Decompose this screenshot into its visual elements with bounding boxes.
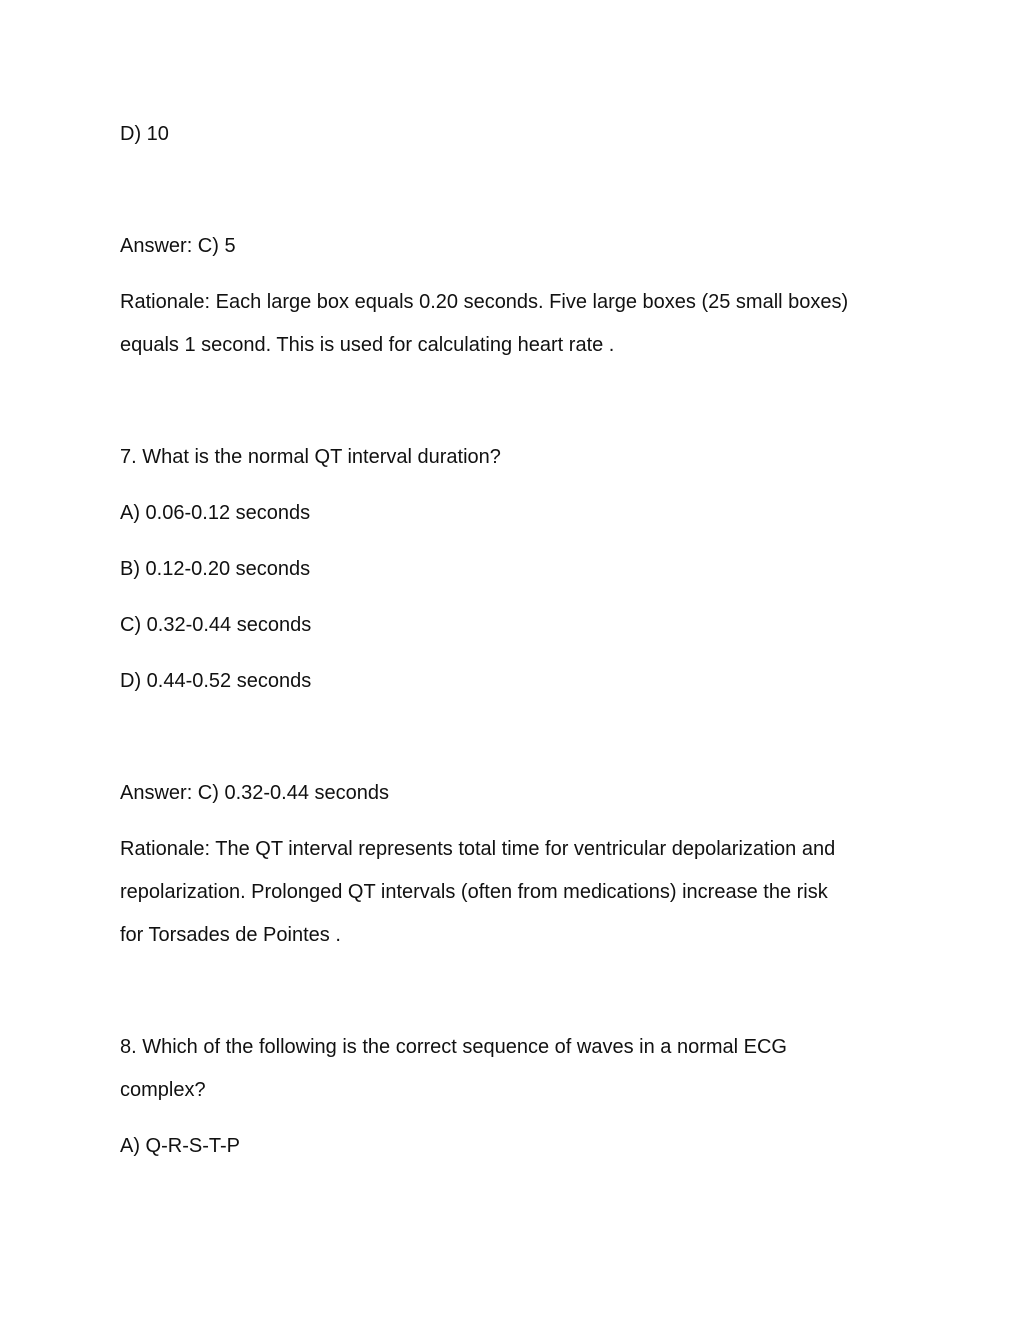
q6-option-d: D) 10 bbox=[120, 123, 169, 145]
q7-option-d: D) 0.44-0.52 seconds bbox=[120, 670, 312, 692]
q6-answer: Answer: C) 5 bbox=[120, 235, 236, 257]
q8-option-a: A) Q-R-S-T-P bbox=[120, 1135, 240, 1157]
q7-option-b: B) 0.12-0.20 seconds bbox=[120, 558, 311, 580]
q7-rationale-line-1: Rationale: The QT interval represents total time for ventricular depolarization and bbox=[120, 838, 836, 860]
q7-option-a: A) 0.06-0.12 seconds bbox=[120, 502, 311, 524]
q7-option-c: C) 0.32-0.44 seconds bbox=[120, 614, 312, 636]
q6-rationale-line-1: Rationale: Each large box equals 0.20 seconds. Five large boxes (25 small boxes) bbox=[120, 291, 849, 313]
q8-question-line-2: complex? bbox=[120, 1079, 206, 1101]
q7-question: 7. What is the normal QT interval duration? bbox=[120, 446, 501, 468]
q8-question-line-1: 8. Which of the following is the correct sequence of waves in a normal ECG bbox=[120, 1036, 787, 1058]
q7-rationale-line-2: repolarization. Prolonged QT intervals (often from medications) increase the risk bbox=[120, 881, 828, 903]
q7-rationale-line-3: for Torsades de Pointes . bbox=[120, 924, 341, 946]
q7-answer: Answer: C) 0.32-0.44 seconds bbox=[120, 782, 390, 804]
q6-rationale-line-2: equals 1 second. This is used for calculating heart rate . bbox=[120, 334, 615, 356]
